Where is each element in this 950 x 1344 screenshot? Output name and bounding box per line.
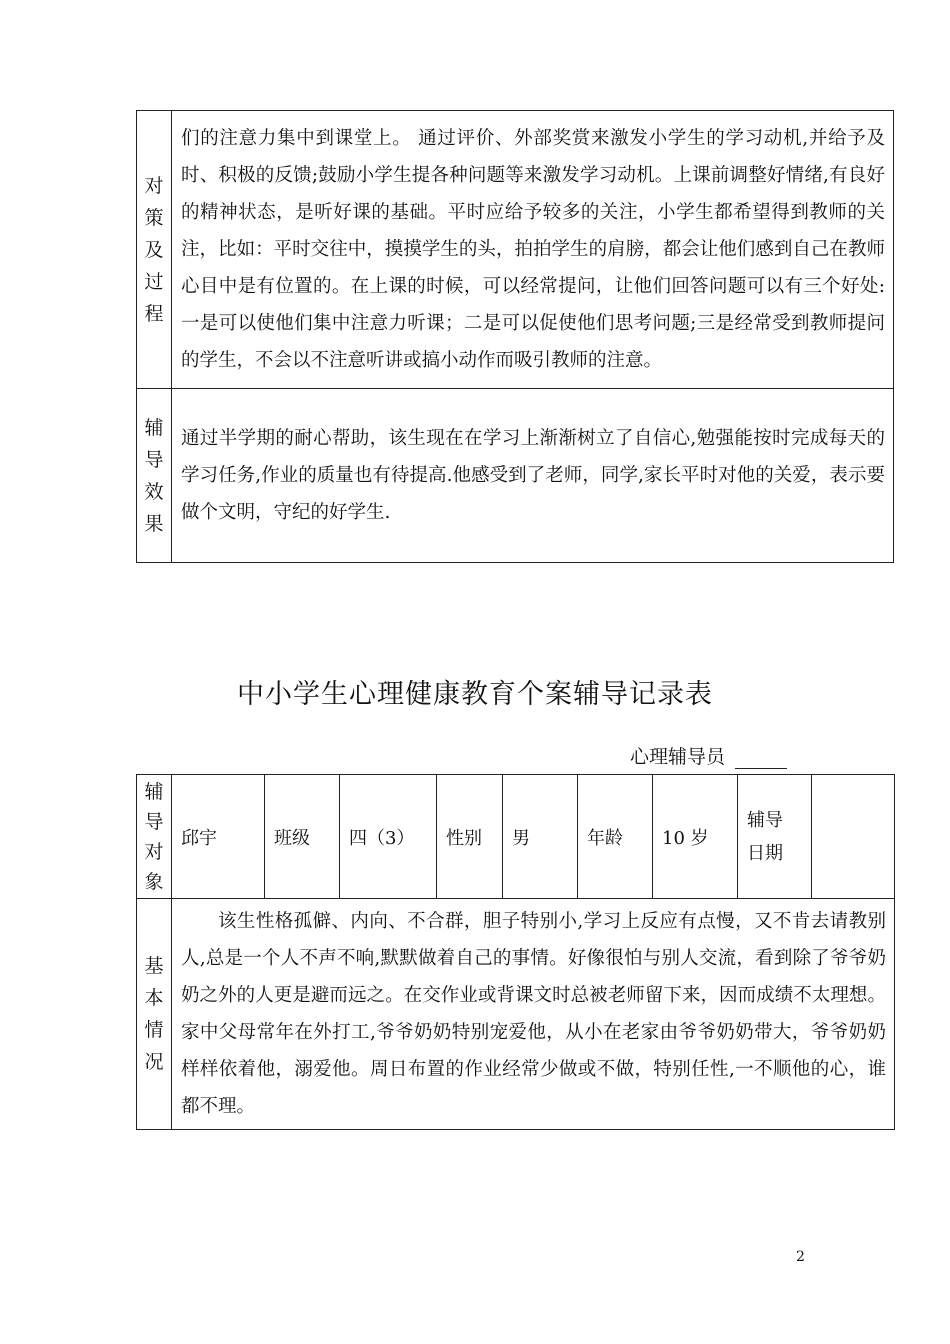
page-title: 中小学生心理健康教育个案辅导记录表: [237, 679, 713, 710]
gender-value: 男: [503, 775, 578, 899]
record-table: [136, 774, 895, 1130]
class-label: 班级: [265, 775, 340, 899]
label-char: 象: [144, 870, 164, 893]
label-char: 辅: [144, 416, 164, 439]
label-char: 果: [144, 512, 164, 535]
label-char: 辅: [144, 780, 164, 803]
gender-label: 性别: [437, 775, 503, 899]
label-char: 及: [144, 238, 164, 261]
label-char: 况: [144, 1051, 164, 1073]
label-char: 对: [144, 174, 164, 197]
label-char: 基: [144, 955, 164, 977]
basic-label: [137, 899, 172, 1130]
page-number: 2: [796, 1249, 805, 1265]
counselor-label: 心理辅导员: [630, 746, 726, 768]
date-label-line: 辅导: [747, 809, 783, 831]
label-char: 导: [144, 448, 164, 471]
label-char: 程: [144, 302, 164, 325]
basic-text: 该生性格孤僻、内向、不合群，胆子特别小,学习上反应有点慢，又不肯去请教别人,总是一个人不声不响,默默做着自己的事情。好像很怕与别人交流，看到除了爷爷奶奶之外的人更是避而远之。在交作业或背课文时总被老师留下来，因而成绩不太理想。家中父母常年在外打工,爷爷奶奶特别宠爱他，从小在老家由爷爷奶奶带大，爷爷奶奶样样依着他，溺爱他。周日布置的作业经常少做或不做，特别任性,一不顺他的心，谁都不理。: [172, 899, 895, 1130]
counselor-line: [630, 742, 787, 769]
date-value: [812, 775, 895, 899]
strategy-label: [137, 111, 172, 389]
class-value: 四（3）: [340, 775, 437, 899]
target-label: [137, 775, 172, 899]
label-char: 过: [144, 270, 164, 293]
label-char: 导: [144, 810, 164, 833]
student-name: 邱宇: [172, 775, 265, 899]
label-char: 情: [144, 1019, 164, 1041]
age-value: 10 岁: [653, 775, 738, 899]
counselor-blank: [735, 744, 787, 769]
strategy-effect-table: [136, 110, 894, 563]
strategy-text: 们的注意力集中到课堂上。 通过评价、外部奖赏来激发小学生的学习动机,并给予及时、积极的反馈;鼓励小学生提各种问题等来激发学习动机。上课前调整好情绪,有良好的精神状态，是听好课的基础。平时应给予较多的关注，小学生都希望得到教师的关注，比如：平时交往中，摸摸学生的头，拍拍学生的肩膀，都会让他们感到自己在教师心目中是有位置的。在上课的时候，可以经常提问，让他们回答问题可以有三个好处:一是可以使他们集中注意力听课；二是可以促使他们思考问题;三是经常受到教师提问的学生，不会以不注意听讲或搞小动作而吸引教师的注意。: [172, 111, 894, 389]
effect-text: 通过半学期的耐心帮助，该生现在在学习上渐渐树立了自信心,勉强能按时完成每天的学习任务,作业的质量也有待提高.他感受到了老师，同学,家长平时对他的关爱，表示要做个文明，守纪的好学生.: [172, 389, 894, 563]
date-label: [738, 775, 812, 899]
label-char: 本: [144, 987, 164, 1009]
label-char: 效: [144, 480, 164, 503]
label-char: 对: [144, 840, 164, 863]
effect-label: [137, 389, 172, 563]
date-label-line: 日期: [747, 842, 783, 864]
label-char: 策: [144, 206, 164, 229]
age-label: 年龄: [578, 775, 653, 899]
